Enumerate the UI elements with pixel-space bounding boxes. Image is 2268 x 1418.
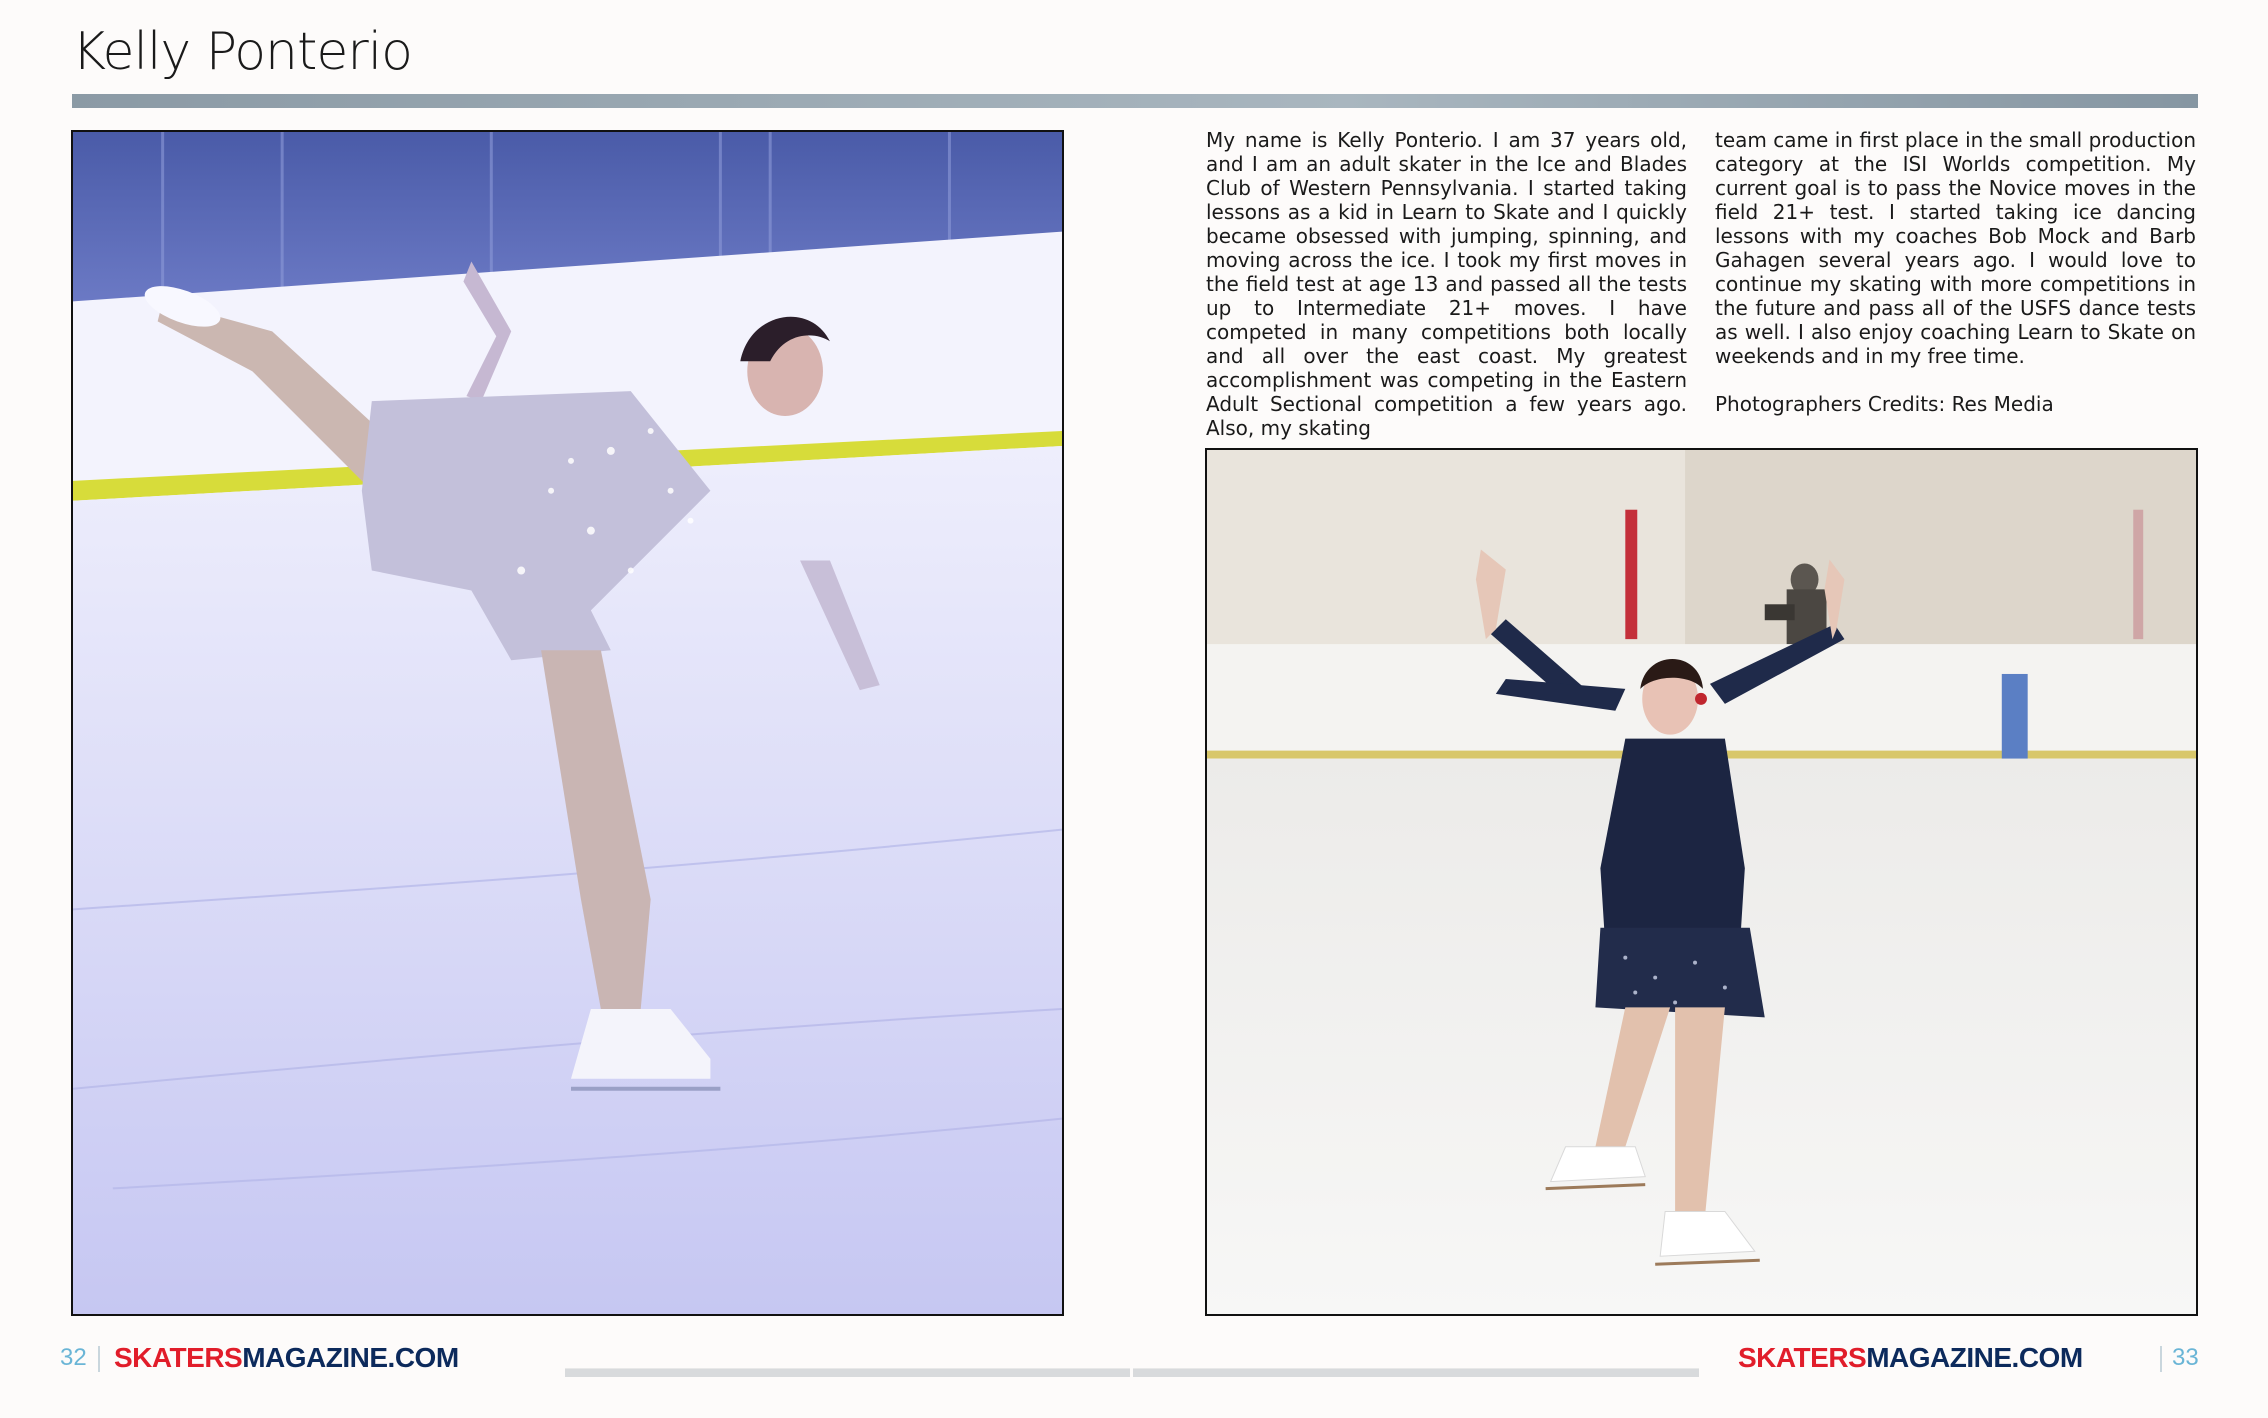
brand-logo-right[interactable] xyxy=(1738,1342,2083,1374)
page-title: Kelly Ponterio xyxy=(72,22,412,82)
brand-skaters: SKATERS xyxy=(114,1342,243,1373)
footer-rule-left xyxy=(565,1368,1130,1377)
footer-rule-right xyxy=(1133,1368,1699,1377)
footer-separator-right xyxy=(2160,1346,2162,1372)
article-column-2 xyxy=(1715,128,2196,416)
article-column-1 xyxy=(1206,128,1687,440)
left-page-number: 32 xyxy=(60,1344,87,1371)
brand-logo-left[interactable] xyxy=(114,1342,459,1374)
right-page-number: 33 xyxy=(2172,1344,2199,1371)
footer-separator-left xyxy=(98,1346,100,1372)
title-divider xyxy=(72,94,2198,108)
article-text-2: team came in first place in the small production category at the ISI Worlds competition. My current goal is to pass the Novice moves in the field 21+ test. I started taking ice dancing lessons with my coaches Bob Mock and Barb Gahagen several years ago. I would love to continue my skating with more competitions in the future and pass all of the USFS dance tests as well. I also enjoy coaching Learn to Skate on weekends and in my free time. xyxy=(1715,128,2196,368)
photo-credits: Photographers Credits: Res Media xyxy=(1715,392,2054,416)
brand-magazine: MAGAZINE.COM xyxy=(242,1342,459,1373)
skater-spiral-photo xyxy=(71,130,1064,1316)
brand-magazine: MAGAZINE.COM xyxy=(1866,1342,2083,1373)
brand-skaters: SKATERS xyxy=(1738,1342,1867,1373)
article-text-1: My name is Kelly Ponterio. I am 37 years old, and I am an adult skater in the Ice and Blades Club of Western Pennsylvania. I started taking lessons as a kid in Learn to Skate and I quickly became obsessed with jumping, spinning, and moving across the ice. I took my first moves in the field test at age 13 and passed all the tests up to Intermediate 21+ moves. I have competed in many competitions both locally and all over the east coast. My greatest accomplishment was competing in the Eastern Adult Sectional competition a few years ago. Also, my skating xyxy=(1206,128,1687,440)
skater-pose-photo xyxy=(1205,448,2198,1316)
